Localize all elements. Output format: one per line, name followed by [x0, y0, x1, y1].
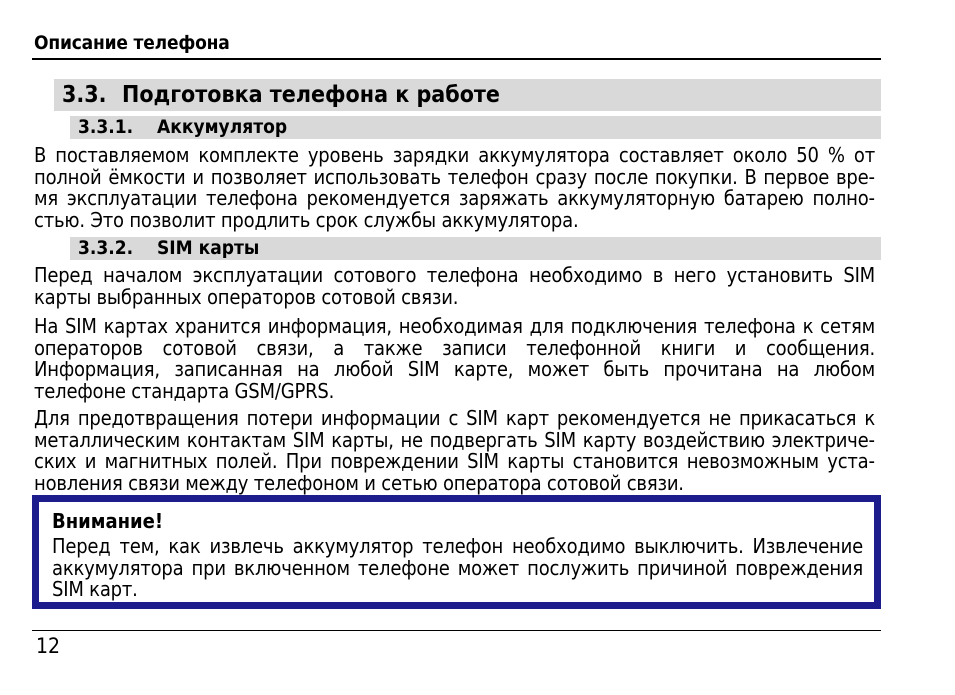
- paragraph-sim-protection: Для предотвращения потери информации с SIM карт рекомендуется не прикасаться к металлическим контактам SIM карты, не подвергать SIM карту воздействию электрических и магнитных полей. При повреждении SIM карты становится невозможным установления связи между телефоном и сетью оператора сотовой связи.: [34, 406, 875, 495]
- page-header-title: Описание телефона: [34, 32, 230, 54]
- subsection-title-sim: SIM карты: [157, 237, 260, 259]
- footer-divider: [32, 630, 881, 631]
- subsection-number-sim: 3.3.2.: [78, 237, 134, 259]
- paragraph-battery: В поставляемом комплекте уровень зарядки аккумулятора составляет около 50 % от полной ёмкости и позволяет использовать телефон сразу после покупки. В первое время эксплуатации телефона рекомендуется заряжать аккумуляторную батарею полностью. Это позволит продлить срок службы аккумулятора.: [34, 143, 875, 232]
- warning-title: Внимание!: [52, 509, 164, 533]
- section-number: 3.3.: [62, 82, 107, 108]
- header-divider: [32, 58, 881, 60]
- subsection-title-battery: Аккумулятор: [157, 116, 288, 138]
- page-number: 12: [36, 634, 61, 658]
- subsection-number-battery: 3.3.1.: [78, 116, 134, 138]
- paragraph-sim-info: На SIM картах хранится информация, необходимая для подключения телефона к сетям операторов сотовой связи, а также записи телефонной книги и сообщения. Информация, записанная на любой SIM карте, может быть прочитана на любом телефоне стандарта GSM/GPRS.: [34, 314, 875, 403]
- section-title: Подготовка телефона к работе: [122, 82, 500, 108]
- paragraph-sim-install: Перед началом эксплуатации сотового телефона необходимо в него установить SIM карты выбранных операторов сотовой связи.: [34, 263, 875, 309]
- warning-text: Перед тем, как извлечь аккумулятор телефон необходимо выключить. Извлечение аккумулятора при включенном телефоне может послужить причиной повреждения SIM карт.: [52, 534, 863, 601]
